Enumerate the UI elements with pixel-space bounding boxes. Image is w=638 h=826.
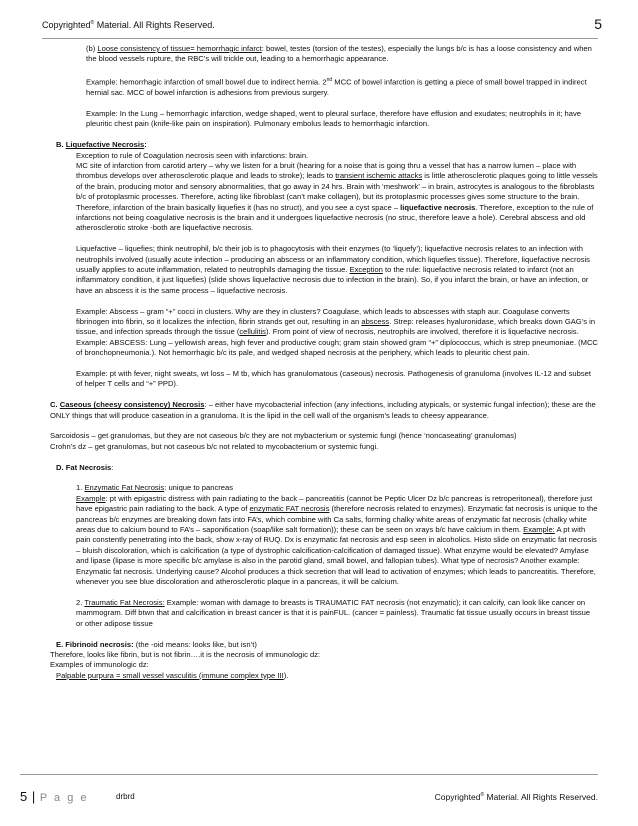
caseous-section xyxy=(50,400,598,452)
list-item: Palpable purpura = small vessel vasculitis (immune complex type III). xyxy=(56,670,289,680)
paragraph: Example: In the Lung – hemorrhagic infarction, wedge shaped, went to pleural surface, therefore have effusion and exudates; neutrophils in it; have pleuritic chest pain (knife-like pain on inspiration). Pulmonary embolus leads to hemorrhagic infarction. xyxy=(86,108,582,129)
paragraph: C. Caseous (cheesy consistency) Necrosis: – either have mycobacterial infection (any infections, including atypicals, or systemic fungal infection); these are the ONLY things that will produce caseation in a granuloma. It is the lipid in the cell wall of the organism’s leads to cheesy appearance. xyxy=(50,400,596,420)
page-header xyxy=(42,16,602,32)
paragraph: Examples of immunologic dz: xyxy=(50,660,149,670)
paragraph: Crohn’s dz – get granulomas, but not caseous b/c not related to mycobacterium or systemic fungi. xyxy=(50,441,379,451)
section-heading: E. Fibrinoid necrosis: (the -oid means: looks like, but isn’t) xyxy=(56,639,257,649)
header-divider xyxy=(42,38,598,39)
footer-copyright: Copyrighted® Material. All Rights Reserved. xyxy=(434,792,598,802)
paragraph: Liquefactive – liquefies; think neutrophil, b/c their job is to phagocytosis with their enzymes (to ‘liquefy’); liquefactive necrosis relates to an infection with neutrophils involved (usually acute infection – producing an abscess or an inflammatory condition, which liquefies tissue). Therefore, liquefactive necrosis usually applies to acute inflammation, related to neutrophils damaging the tissue. Exception to the rule: liquefactive necrosis related to infarct (not an inflammatory condition, it just liquefies) (slide shows liquefactive necrosis due to infection in the brain). So, if you infarct the brain, or have an infection, or have an abscess it is the same process – liquefactive necrosis. xyxy=(76,244,590,295)
paragraph: Sarcoidosis – get granulomas, but they are not caseous b/c they are not mybacterium or systemic fungi (hence ‘noncaseating’ granulomas) xyxy=(50,431,517,441)
section-heading: D. Fat Necrosis: xyxy=(56,462,114,472)
list-item: 1. Enzymatic Fat Necrosis: unique to pancreas xyxy=(76,483,234,493)
document-body xyxy=(50,44,598,681)
paragraph: Exception to rule of Coagulation necrosis seen with infarctions: brain. MC site of infarction from carotid artery – why we listen for a bruit (hearing for a noise that is going thru a vessel that has a narrow lumen – place with thrombus develops over atherosclerotic plaque and leads to stroke); leads to transient ischemic attacks is little atherosclerotic plaques going to little vessels of the brain, producing motor and sensory abnormalities, that go away in 24 hrs. Brain with ‘meshwork’ – in brain, astrocytes is analogous to the fibroblasts b/c of protoplasmic processes. Therefore, acting like fibroblast (can’t make collagen), but its protoplasmic processes gives some structure to the brain. Therefore, infarction of the brain basically liquefies it (has no struct), and you see a cyst space – liquefactive necrosis. Therefore, exception to the rule of infarctions not being coagulative necrosis is the brain and it undergoes liquefactive necrosis (no struc, therefore leave a hole). Cerebral abscess and old atherosclerotic stroke -both are liquefactive necrosis. xyxy=(76,150,598,233)
paragraph: (b) Loose consistency of tissue= hemorrhagic infarct: bowel, testes (torsion of the testes), especially the lungs b/c is has a loose consistency and when the blood vessels rupture, the RBC’s will trickle out, leading to a hemorrhagic appearance. xyxy=(86,44,592,64)
paragraph: Example: pt with fever, night sweats, wt loss – M tb, which has granulomatous (caseous) necrosis. Pathogenesis of granuloma (involves IL-12 and subset of helper T cells and “+” PPD). xyxy=(76,369,591,389)
fat-necrosis-section xyxy=(56,463,598,629)
paragraph: Example: pt with epigastric distress with pain radiating to the back – pancreatitis (cannot be Peptic Ulcer Dz b/c pancreas is retroperitoneal), therefore just have epigastric pain radiating to the back. A type of enzymatic FAT necrosis (therefore necrosis related to enzymes). Enzymatic fat necrosis is unique to the pancreas b/c enzymes are breaking down fats into FA’s, which combine with Ca salts, forming chalky white areas of enzymatic fat necrosis (chalky white areas due to calcium bound to FA’s – saponification (soap/like salt formation)); these can be seen on xrays b/c have calcium in them. Example: A pt with pain constently penetrating into the back, show x-ray of RUQ. Dx is enzymatic fat necrosis and esp seen in alcoholics. Histo slide on enzymatic fat necrosis – bluish discoloration, which is calcification (a type of dystrophic calcification-calcification of damaged tissue). What enzyme would be elevated? Amylase and lipase (lipase is more specific b/c amylase is also in the parotid gland, small bowel, and fallopian tubes). What type of necrosis? Another example: Enzymatic fat necrosis. Underlying cause? Alcohol produces a thick secretion that will lead to activation of enzymes; which leads to pancreatitis. Therefore, whenever you see blue discoloration and atherosclerotic plaque in a pancreas, it will be calcium. xyxy=(76,493,598,587)
footer-divider xyxy=(20,774,598,775)
hemorrhagic-infarct-block xyxy=(86,44,598,130)
liquefactive-section xyxy=(56,140,598,390)
header-page-number: 5 xyxy=(594,16,602,32)
paragraph: Example: hemorrhagic infarction of small bowel due to indirect hernia. 2nd MCC of bowel infarction is getting a piece of small bowel trapped in indirect hernial sac. MCC of bowel infarction is adhesions from previous surgery. xyxy=(86,77,587,98)
paragraph: Therefore, looks like fibrin, but is not fibrin….it is the necrosis of immunologic dz: xyxy=(50,649,321,659)
fibrinoid-section xyxy=(50,639,598,682)
paragraph: Example: Abscess – gram “+” cocci in clusters. Why are they in clusters? Coagulase, which leads to abscesses with staph aur. Coagulase converts fibrinogen into fibrin, so it localizes the infection, fibrin strands get out, resulting in an abscess. Strep: releases hyaluronidase, which breaks down GAG’s in tissue, and infection spreads through the tissue (cellulitis). From point of view of necrosis, neutrophils are involved, therefore it is liquefactive necrosis. Example: ABSCESS: Lung – yellowish areas, high fever and productive cough; gram stain showed gram “+” diplococcus, which is strep pneumoniae. (MCC of bronchopneumonia.). Not hemorrhagic b/c its pale, and wedged shaped necrosis at the periphery, which leads to pleuritic chest pain. xyxy=(76,306,598,358)
footer-author: drbrd xyxy=(116,792,135,801)
footer-page-number: 5 | P a g e xyxy=(20,789,89,804)
section-heading: B. Liquefactive Necrosis: xyxy=(56,140,147,150)
list-item: 2. Traumatic Fat Necrosis: Example: woman with damage to breasts is TRAUMATIC FAT necrosis (not enzymatic); it can calcify, can look like cancer on mammogram. Diff btwn that and calcification in breast cancer is that it is painFUL. (cancer = painless). Traumatic fat tissue usually occurs in breast tissue or other adipose tissue xyxy=(76,597,591,628)
header-copyright: Copyrighted® Material. All Rights Reserved. xyxy=(42,20,215,30)
